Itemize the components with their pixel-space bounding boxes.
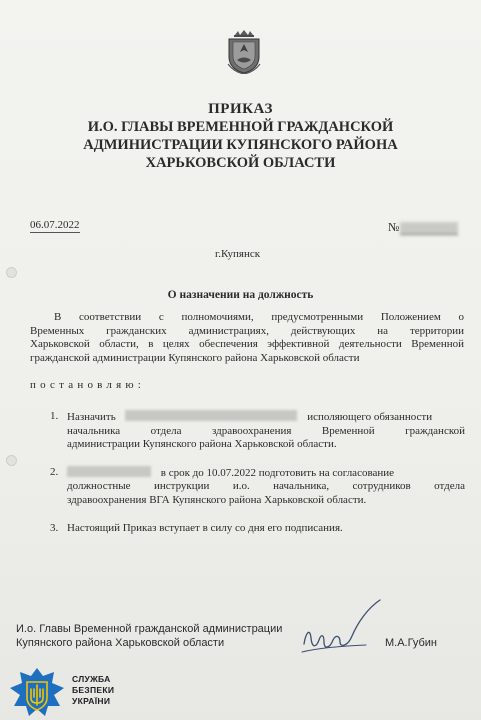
handwritten-signature [296, 598, 388, 662]
item-text: Настоящий Приказ вступает в силу со дня его подписания. [67, 521, 343, 534]
order-item [50, 466, 465, 508]
title-line: И.О. ГЛАВЫ ВРЕМЕННОЙ ГРАЖДАНСКОЙ [87, 119, 394, 135]
order-items [50, 410, 465, 549]
preamble-line: В соответствии с полномочиями, предусмотренными Положением о [54, 311, 464, 323]
item-number: 3. [50, 521, 59, 534]
order-item [50, 522, 465, 536]
sbu-wordmark-line: БЕЗПЕКИ [72, 685, 115, 695]
order-heading: ПРИКАЗ [208, 101, 273, 117]
preamble-line: гражданской администрации Купянского района Харьковской области [30, 351, 360, 364]
punch-hole [6, 455, 17, 466]
preamble-line: Временных гражданских администрациях, действующих на территории [30, 324, 464, 337]
redacted-name [125, 410, 297, 421]
resolve-word: постановляю: [30, 379, 146, 391]
title-line: ХАРЬКОВСКОЙ ОБЛАСТИ [145, 155, 336, 171]
signatory-title-line: И.о. Главы Временной гражданской администрации [16, 623, 283, 635]
signatory-name: М.А.Губин [385, 637, 437, 649]
item-line: должностные инструкции и.о. начальника, сотрудников отдела [67, 480, 465, 493]
order-subject: О назначении на должность [167, 289, 314, 301]
item-text: исполяющего обязанности [307, 411, 433, 423]
sbu-watermark [10, 668, 170, 716]
item-lead: Назначить [67, 411, 116, 423]
sbu-wordmark-line: УКРАЇНИ [72, 696, 111, 706]
item-text: в срок до 10.07.2022 подготовить на согласование [160, 466, 395, 479]
order-number-sign: № [388, 220, 400, 234]
document-title [60, 100, 421, 172]
preamble-line: Харьковской области, в целях обеспечения эффективной деятельности Временной [30, 338, 464, 351]
order-item [50, 410, 465, 452]
order-date-value: 06.07.2022 [30, 219, 80, 231]
redacted-name [67, 466, 151, 477]
signatory-title [16, 622, 282, 650]
sbu-wordmark [72, 674, 114, 707]
item-number: 2. [50, 465, 59, 478]
punch-hole [6, 267, 17, 278]
item-number: 1. [50, 410, 59, 422]
coat-of-arms-icon [226, 30, 262, 74]
item-line: администрации Купянского района Харьковской области. [67, 438, 337, 451]
sbu-wordmark-line: СЛУЖБА [72, 674, 111, 684]
redacted-order-number [400, 222, 458, 235]
signatory-title-line: Купянского района Харьковской области [16, 637, 225, 649]
order-date [30, 219, 80, 231]
city: г.Купянск [215, 248, 261, 260]
title-line: АДМИНИСТРАЦИИ КУПЯНСКОГО РАЙОНА [83, 137, 398, 153]
sbu-emblem-icon [10, 668, 64, 716]
item-line: здравоохранения ВГА Купянского района Харьковской области. [67, 493, 367, 506]
preamble [30, 311, 464, 365]
item-line: начальника отдела здравоохранения Временной гражданской [67, 424, 465, 437]
